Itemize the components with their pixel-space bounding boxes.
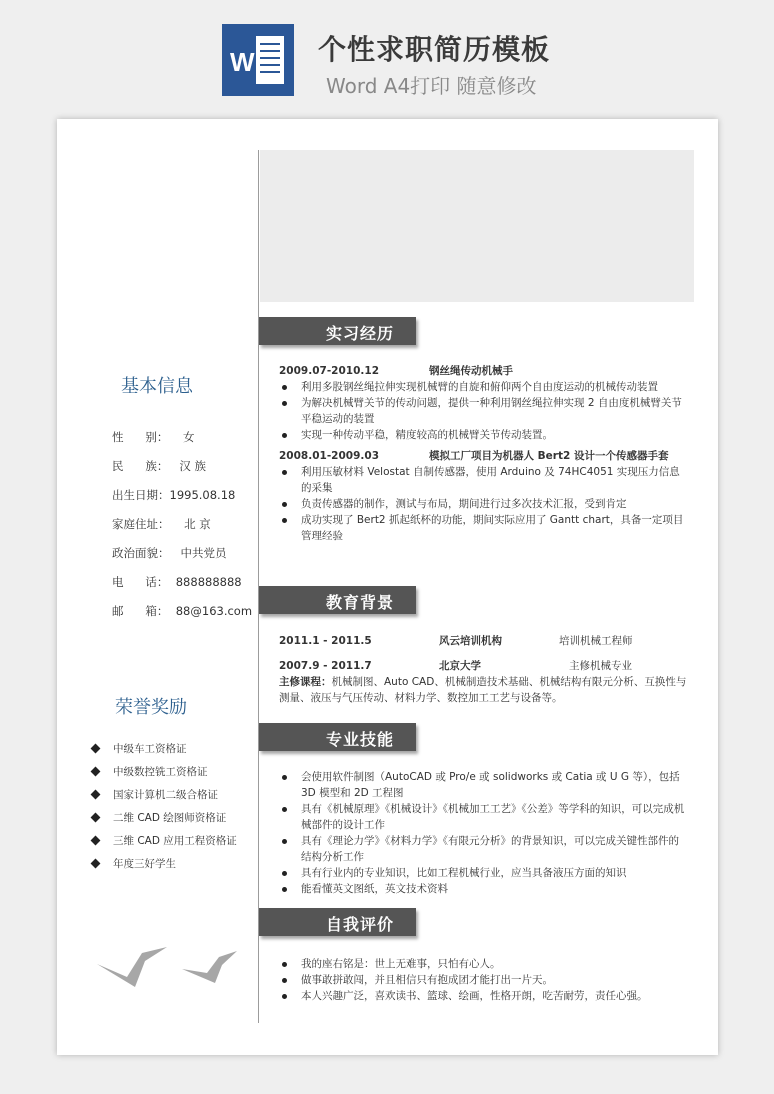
birds-decoration-icon [97,939,257,1009]
entry-header [279,363,689,379]
edu-school: 风云培训机构 [439,635,502,647]
bullet-item: 负责传感器的制作，测试与布局，期间进行过多次技术汇报，受到肯定 [279,496,689,512]
honors-list [90,741,237,879]
svg-text:W: W [230,47,255,77]
word-icon [222,24,294,96]
bullet-item: 具有《机械原理》《机械设计》《机械加工工艺》《公差》等学科的知识，可以完成机械部件的设计工作 [279,801,689,833]
entry-name: 钢丝绳传动机械手 [429,365,513,377]
bullet-item: 实现一种传动平稳，精度较高的机械臂关节传动装置。 [279,427,689,443]
info-political: 政治面貌： 中共党员 [112,546,227,560]
honor-item: 中级数控铣工资格证 [90,764,237,787]
honor-item: 三维 CAD 应用工程资格证 [90,833,237,856]
bullet-item: 会使用软件制图（AutoCAD 或 Pro/e 或 solidworks 或 Catia 或 U G 等），包括 3D 模型和 2D 工程图 [279,769,689,801]
bullet-diamond-icon [91,790,101,800]
info-birthdate: 出生日期：1995.08.18 [112,488,236,502]
resume-page [57,119,718,1055]
edu-school: 北京大学 [439,660,481,672]
page-header [0,0,774,108]
bullet-dot-icon [282,807,287,812]
education-content [279,633,689,706]
education-row [279,658,689,674]
bullet-dot-icon [282,518,287,523]
honor-item: 年度三好学生 [90,856,237,879]
bullet-item: 具有行业内的专业知识，比如工程机械行业，应当具备液压方面的知识 [279,865,689,881]
section-header-education: 教育背景 [259,586,416,614]
bullet-diamond-icon [91,836,101,846]
honors-title: 荣誉奖励 [115,697,187,718]
bullet-diamond-icon [91,813,101,823]
entry-header [279,448,689,464]
bullet-dot-icon [282,962,287,967]
section-header-internship: 实习经历 [259,317,416,345]
info-email: 邮 箱： 88@163.com [112,604,253,618]
document-title: 个性求职简历模板 [318,33,551,66]
bullet-dot-icon [282,775,287,780]
bullet-item: 做事敢拼敢闯，并且相信只有抱成团才能打出一片天。 [279,972,689,988]
section-header-self-eval: 自我评价 [259,908,416,936]
bullet-dot-icon [282,502,287,507]
entry-date: 2009.07-2010.12 [279,365,380,377]
bullet-item: 利用压敏材料 Velostat 自制传感器，使用 Arduino 及 74HC4051 实现压力信息的采集 [279,464,689,496]
self-eval-content [279,956,689,1004]
bullet-dot-icon [282,871,287,876]
bullet-diamond-icon [91,767,101,777]
bullet-item: 我的座右铭是：世上无难事，只怕有心人。 [279,956,689,972]
bullet-dot-icon [282,433,287,438]
bullet-item: 具有《理论力学》《材料力学》《有限元分析》的背景知识，可以完成关键性部件的结构分析工作 [279,833,689,865]
bullet-dot-icon [282,385,287,390]
edu-major: 主修机械专业 [569,660,632,672]
education-row [279,633,689,649]
photo-placeholder [260,150,694,302]
edu-major: 培训机械工程师 [559,635,633,647]
skills-content [279,769,689,897]
honor-item: 二维 CAD 绘图师资格证 [90,810,237,833]
info-phone: 电 话： 888888888 [112,575,242,589]
info-ethnicity: 民 族： 汉 族 [112,459,207,473]
bullet-item: 为解决机械臂关节的传动问题，提供一种利用钢丝绳拉伸实现 2 自由度机械臂关节平稳运动的装置 [279,395,689,427]
edu-courses: 主修课程：机械制图、Auto CAD、机械制造技术基础、机械结构有限元分析、互换性与测量、液压与气压传动、材料力学、数控加工工艺与设备等。 [279,676,687,704]
bullet-dot-icon [282,401,287,406]
bullet-diamond-icon [91,744,101,754]
document-subtitle: Word A4打印 随意修改 [326,74,537,98]
bullet-dot-icon [282,994,287,999]
edu-date: 2011.1 - 2011.5 [279,635,372,647]
basic-info-title: 基本信息 [121,376,193,397]
bullet-dot-icon [282,887,287,892]
bullet-item: 能看懂英文图纸，英文技术资料 [279,881,689,897]
bullet-dot-icon [282,839,287,844]
bullet-item: 成功实现了 Bert2 抓起纸杯的功能，期间实际应用了 Gantt chart，具备一定项目管理经验 [279,512,689,544]
bullet-item: 本人兴趣广泛，喜欢读书、篮球、绘画，性格开朗，吃苦耐劳，责任心强。 [279,988,689,1004]
bullet-item: 利用多股钢丝绳拉伸实现机械臂的自旋和俯仰两个自由度运动的机械传动装置 [279,379,689,395]
section-header-skills: 专业技能 [259,723,416,751]
bullet-dot-icon [282,978,287,983]
info-gender: 性 别： 女 [112,430,195,444]
entry-name: 模拟工厂项目为机器人 Bert2 设计一个传感器手套 [429,450,669,462]
bullet-diamond-icon [91,859,101,869]
internship-content [279,363,689,544]
basic-info-list [112,429,252,632]
entry-date: 2008.01-2009.03 [279,450,380,462]
honor-item: 国家计算机二级合格证 [90,787,237,810]
edu-date: 2007.9 - 2011.7 [279,660,372,672]
info-address: 家庭住址： 北 京 [112,517,211,531]
honor-item: 中级车工资格证 [90,741,237,764]
bullet-dot-icon [282,470,287,475]
